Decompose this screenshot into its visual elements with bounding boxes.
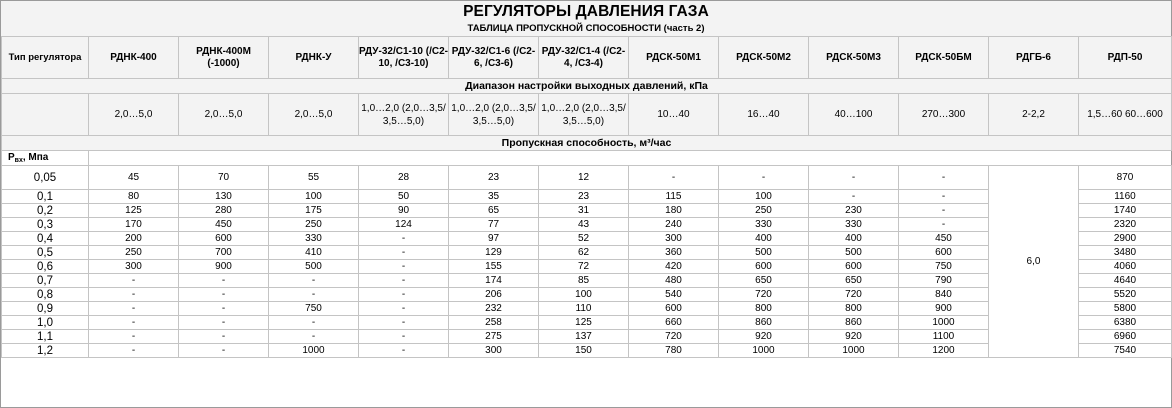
value-cell: 900 <box>179 260 269 274</box>
pressure-cell: 0,9 <box>2 302 89 316</box>
pressure-label-spacer <box>89 151 1172 166</box>
value-cell: 31 <box>539 204 629 218</box>
value-cell: 450 <box>899 232 989 246</box>
value-cell: 330 <box>809 218 899 232</box>
value-cell: 700 <box>179 246 269 260</box>
value-cell: 360 <box>629 246 719 260</box>
value-cell: 650 <box>809 274 899 288</box>
value-cell: 660 <box>629 316 719 330</box>
value-cell: 170 <box>89 218 179 232</box>
range-cell: 1,0…2,0 (2,0…3,5/ 3,5…5,0) <box>359 94 449 136</box>
value-cell: 1160 <box>1079 190 1172 204</box>
value-cell: 125 <box>539 316 629 330</box>
value-cell: 2320 <box>1079 218 1172 232</box>
value-cell: 600 <box>719 260 809 274</box>
value-cell: - <box>359 316 449 330</box>
value-cell: 800 <box>809 302 899 316</box>
model-header-cell: РДСК-50М3 <box>809 37 899 79</box>
value-cell: 410 <box>269 246 359 260</box>
value-cell: 232 <box>449 302 539 316</box>
model-header-cell: РДНК-400 <box>89 37 179 79</box>
range-cell: 1,0…2,0 (2,0…3,5/ 3,5…5,0) <box>449 94 539 136</box>
value-cell: 180 <box>629 204 719 218</box>
model-header-cell: РДГБ-6 <box>989 37 1079 79</box>
value-cell: 480 <box>629 274 719 288</box>
model-header-cell: РДУ-32/С1-4 (/С2-4, /С3-4) <box>539 37 629 79</box>
value-cell: - <box>359 302 449 316</box>
value-cell: 720 <box>719 288 809 302</box>
value-cell: 300 <box>449 344 539 358</box>
value-cell: 750 <box>899 260 989 274</box>
pressure-cell: 1,0 <box>2 316 89 330</box>
value-cell: 12 <box>539 166 629 190</box>
value-cell: 600 <box>899 246 989 260</box>
value-cell: 720 <box>809 288 899 302</box>
value-cell: 23 <box>449 166 539 190</box>
value-cell: - <box>89 316 179 330</box>
range-cell: 40…100 <box>809 94 899 136</box>
value-cell: 150 <box>539 344 629 358</box>
value-cell: - <box>179 274 269 288</box>
pressure-cell: 0,5 <box>2 246 89 260</box>
value-cell: 85 <box>539 274 629 288</box>
value-cell: 23 <box>539 190 629 204</box>
value-cell: - <box>899 218 989 232</box>
value-cell: 1100 <box>899 330 989 344</box>
value-cell: - <box>629 166 719 190</box>
value-cell: 7540 <box>1079 344 1172 358</box>
type-header-cell: Тип регулятора <box>2 37 89 79</box>
value-cell: 500 <box>809 246 899 260</box>
value-cell: 28 <box>359 166 449 190</box>
value-cell: 600 <box>179 232 269 246</box>
value-cell: - <box>89 344 179 358</box>
range-cell: 2,0…5,0 <box>89 94 179 136</box>
pressure-cell: 1,2 <box>2 344 89 358</box>
model-header-cell: РДСК-50БМ <box>899 37 989 79</box>
value-cell: 100 <box>719 190 809 204</box>
value-cell: 115 <box>629 190 719 204</box>
value-cell: 125 <box>89 204 179 218</box>
model-header-cell: РДУ-32/С1-6 (/С2-6, /С3-6) <box>449 37 539 79</box>
capacity-band-cell: Пропускная способность, м³/час <box>2 136 1172 151</box>
value-cell: 1000 <box>809 344 899 358</box>
model-header-cell: РДСК-50М1 <box>629 37 719 79</box>
value-cell: - <box>179 330 269 344</box>
pressure-cell: 0,1 <box>2 190 89 204</box>
value-cell: - <box>89 302 179 316</box>
value-cell: 129 <box>449 246 539 260</box>
value-cell: 780 <box>629 344 719 358</box>
value-cell: - <box>899 190 989 204</box>
value-cell: - <box>269 316 359 330</box>
value-cell: - <box>179 302 269 316</box>
value-cell: - <box>719 166 809 190</box>
value-cell: 45 <box>89 166 179 190</box>
value-cell: 300 <box>629 232 719 246</box>
value-cell: - <box>89 330 179 344</box>
model-header-row <box>2 37 1172 79</box>
value-cell: 72 <box>539 260 629 274</box>
range-cell: 2-2,2 <box>989 94 1079 136</box>
value-cell: 62 <box>539 246 629 260</box>
value-cell: 860 <box>719 316 809 330</box>
value-cell: 230 <box>809 204 899 218</box>
value-cell: - <box>899 204 989 218</box>
value-cell: 50 <box>359 190 449 204</box>
pressure-label-symbol: Р <box>8 152 15 163</box>
value-cell: 5520 <box>1079 288 1172 302</box>
value-cell: 500 <box>719 246 809 260</box>
document-subtitle: ТАБЛИЦА ПРОПУСКНОЙ СПОСОБНОСТИ (часть 2) <box>1 22 1171 36</box>
range-cell: 1,0…2,0 (2,0…3,5/ 3,5…5,0) <box>539 94 629 136</box>
value-cell: - <box>89 288 179 302</box>
value-cell: 130 <box>179 190 269 204</box>
value-cell: 900 <box>899 302 989 316</box>
value-cell: 1000 <box>719 344 809 358</box>
value-cell: - <box>359 246 449 260</box>
value-cell: 5800 <box>1079 302 1172 316</box>
document-title: РЕГУЛЯТОРЫ ДАВЛЕНИЯ ГАЗА <box>1 1 1171 22</box>
pressure-cell: 0,3 <box>2 218 89 232</box>
value-cell: 155 <box>449 260 539 274</box>
pressure-cell: 0,4 <box>2 232 89 246</box>
value-cell: 600 <box>629 302 719 316</box>
value-cell: - <box>359 344 449 358</box>
value-cell: 1000 <box>269 344 359 358</box>
value-cell: - <box>359 330 449 344</box>
value-cell: - <box>269 274 359 288</box>
value-cell: 124 <box>359 218 449 232</box>
pressure-cell: 0,7 <box>2 274 89 288</box>
range-cell: 16…40 <box>719 94 809 136</box>
range-cell: 2,0…5,0 <box>269 94 359 136</box>
model-header-cell: РДСК-50М2 <box>719 37 809 79</box>
range-cell: 2,0…5,0 <box>179 94 269 136</box>
range-row <box>2 94 1172 136</box>
value-cell: 600 <box>809 260 899 274</box>
value-cell: 300 <box>89 260 179 274</box>
value-cell: 250 <box>719 204 809 218</box>
value-cell: 100 <box>539 288 629 302</box>
capacity-band-row <box>2 136 1172 151</box>
value-cell: 3480 <box>1079 246 1172 260</box>
value-cell: 35 <box>449 190 539 204</box>
value-cell: 97 <box>449 232 539 246</box>
value-cell: 100 <box>269 190 359 204</box>
model-header-cell: РДП-50 <box>1079 37 1172 79</box>
value-cell: 840 <box>899 288 989 302</box>
value-cell: 500 <box>269 260 359 274</box>
capacity-table <box>1 36 1172 358</box>
value-cell: - <box>899 166 989 190</box>
table-row <box>2 166 1172 190</box>
value-cell: 137 <box>539 330 629 344</box>
value-cell: 2900 <box>1079 232 1172 246</box>
value-cell: 800 <box>719 302 809 316</box>
value-cell: 1200 <box>899 344 989 358</box>
range-cell: 270…300 <box>899 94 989 136</box>
pressure-label-subscript: вх <box>14 157 23 164</box>
value-cell: 4060 <box>1079 260 1172 274</box>
value-cell: 6960 <box>1079 330 1172 344</box>
value-cell: 870 <box>1079 166 1172 190</box>
value-cell: 920 <box>809 330 899 344</box>
value-cell: 650 <box>719 274 809 288</box>
value-cell: 400 <box>719 232 809 246</box>
value-cell: 174 <box>449 274 539 288</box>
pressure-cell: 0,2 <box>2 204 89 218</box>
value-cell: 175 <box>269 204 359 218</box>
value-cell: 330 <box>719 218 809 232</box>
value-cell: 420 <box>629 260 719 274</box>
value-cell: 860 <box>809 316 899 330</box>
value-cell: 90 <box>359 204 449 218</box>
model-header-cell: РДНК-У <box>269 37 359 79</box>
value-cell: 4640 <box>1079 274 1172 288</box>
value-cell: 206 <box>449 288 539 302</box>
value-cell: 52 <box>539 232 629 246</box>
range-row-label-cell <box>2 94 89 136</box>
pressure-label-row <box>2 151 1172 166</box>
range-band-row <box>2 79 1172 94</box>
value-cell: 920 <box>719 330 809 344</box>
value-cell: - <box>359 260 449 274</box>
value-cell: 275 <box>449 330 539 344</box>
value-cell: - <box>269 330 359 344</box>
value-cell: 6380 <box>1079 316 1172 330</box>
range-cell: 10…40 <box>629 94 719 136</box>
value-cell: 110 <box>539 302 629 316</box>
value-cell: 80 <box>89 190 179 204</box>
value-cell: 330 <box>269 232 359 246</box>
value-cell: 250 <box>269 218 359 232</box>
pressure-label-unit: , Мпа <box>22 152 49 163</box>
value-cell: - <box>359 288 449 302</box>
range-band-cell: Диапазон настройки выходных давлений, кПа <box>2 79 1172 94</box>
value-cell: 450 <box>179 218 269 232</box>
value-cell: 400 <box>809 232 899 246</box>
value-cell: - <box>809 190 899 204</box>
value-cell: 250 <box>89 246 179 260</box>
value-cell: 720 <box>629 330 719 344</box>
pressure-label-cell <box>2 151 89 166</box>
value-cell: 55 <box>269 166 359 190</box>
value-cell: 1740 <box>1079 204 1172 218</box>
value-cell: - <box>89 274 179 288</box>
value-cell: 77 <box>449 218 539 232</box>
value-cell: 240 <box>629 218 719 232</box>
pressure-cell: 0,6 <box>2 260 89 274</box>
value-cell: 540 <box>629 288 719 302</box>
value-cell: 65 <box>449 204 539 218</box>
value-cell: 200 <box>89 232 179 246</box>
pressure-cell: 0,8 <box>2 288 89 302</box>
model-header-cell: РДНК-400М (-1000) <box>179 37 269 79</box>
value-cell: - <box>179 316 269 330</box>
value-cell: 258 <box>449 316 539 330</box>
value-cell: 1000 <box>899 316 989 330</box>
value-cell: - <box>809 166 899 190</box>
value-cell: 70 <box>179 166 269 190</box>
value-cell: - <box>359 274 449 288</box>
value-cell: - <box>179 288 269 302</box>
value-cell: - <box>179 344 269 358</box>
value-cell: - <box>269 288 359 302</box>
value-cell: 790 <box>899 274 989 288</box>
value-cell: 43 <box>539 218 629 232</box>
pressure-cell: 0,05 <box>2 166 89 190</box>
value-cell: - <box>359 232 449 246</box>
pressure-cell: 1,1 <box>2 330 89 344</box>
range-cell: 1,5…60 60…600 <box>1079 94 1172 136</box>
model-header-cell: РДУ-32/С1-10 (/С2-10, /С3-10) <box>359 37 449 79</box>
value-cell: 280 <box>179 204 269 218</box>
value-cell: 750 <box>269 302 359 316</box>
rdgb6-merged-cell: 6,0 <box>989 166 1079 358</box>
